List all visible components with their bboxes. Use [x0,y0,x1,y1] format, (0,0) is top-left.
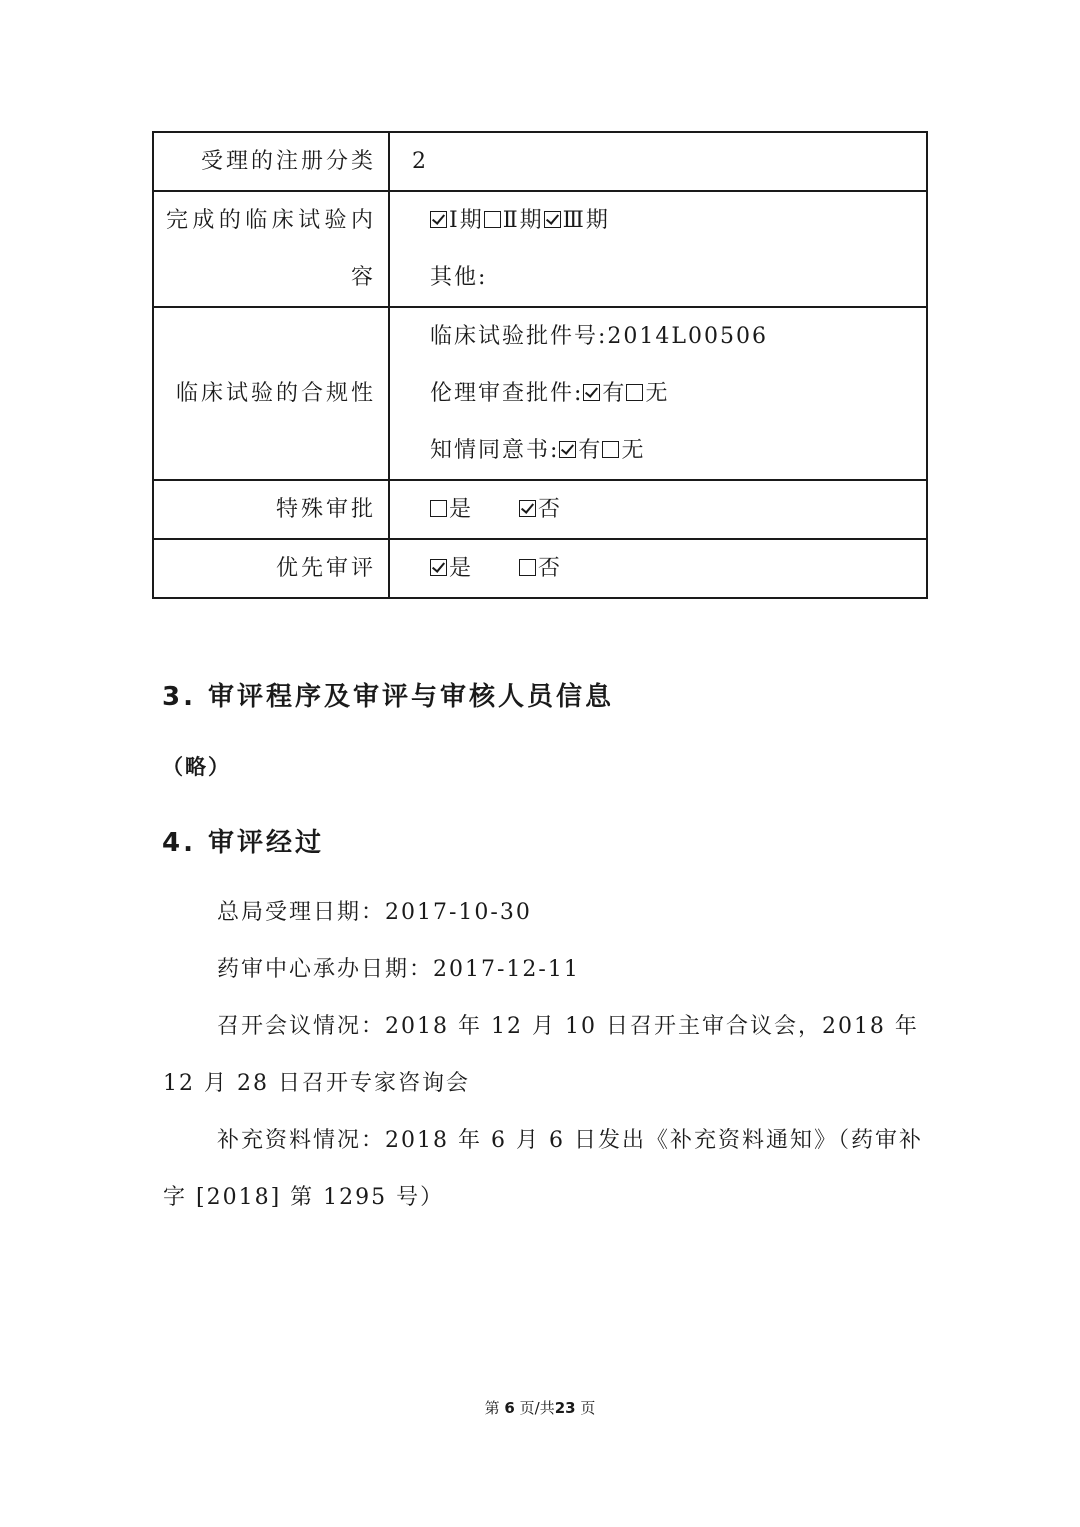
supplement-paragraph: 补充资料情况：2018 年 6 月 6 日发出《补充资料通知》（药审补字 [2018] 第 1295 号） [163,1128,923,1210]
consent-no-checkbox[interactable] [602,441,619,458]
page-footer [0,1397,1080,1418]
footer-middle: 页/共 [519,1399,555,1417]
informed-consent-label: 知情同意书: [430,438,560,463]
ethics-approval-line [430,365,926,422]
special-approval-no-checkbox[interactable] [519,500,536,517]
meeting-paragraph: 召开会议情况：2018 年 12 月 10 日召开主审合议会，2018 年 12 月 28 日召开专家咨询会 [163,1014,919,1096]
other-trials-label: 其他: [430,265,488,290]
section-3-heading: 3. 审评程序及审评与审核人员信息 [162,682,615,712]
page-number: 6 [504,1399,515,1417]
undertaking-date-paragraph: 药审中心承办日期：2017-12-11 [217,957,580,982]
phase-1-checkbox[interactable] [430,211,447,228]
phase-2-label: Ⅱ期 [502,208,544,233]
priority-review-no-label: 否 [538,556,563,581]
phase-3-checkbox[interactable] [544,211,561,228]
approval-number-value: 2014L00506 [607,324,769,349]
total-pages: 23 [554,1399,576,1417]
approval-number-line [430,308,926,365]
special-approval-yes-checkbox[interactable] [430,500,447,517]
informed-consent-line [430,422,926,479]
phase-2-checkbox[interactable] [484,211,501,228]
ethics-yes-checkbox[interactable] [583,384,600,401]
consent-yes-checkbox[interactable] [559,441,576,458]
compliance-label: 临床试验的合规性 [153,307,389,480]
consent-no-label: 无 [621,438,646,463]
table-row-priority-review [153,539,927,598]
table-row-completed-trials [153,191,927,307]
section-3-content: （略） [162,755,231,779]
table-row-compliance [153,307,927,480]
consent-yes-label: 有 [578,438,603,463]
compliance-value [389,307,927,480]
priority-review-value [389,539,927,598]
ethics-no-checkbox[interactable] [626,384,643,401]
completed-trials-value [389,191,927,307]
priority-review-label: 优先审评 [153,539,389,598]
special-approval-yes-label: 是 [449,497,474,522]
phase-3-label: Ⅲ期 [562,208,610,233]
priority-review-no-checkbox[interactable] [519,559,536,576]
table-row-reg-category [153,132,927,191]
special-approval-label: 特殊审批 [153,480,389,539]
approval-number-label: 临床试验批件号: [430,324,608,349]
priority-review-yes-checkbox[interactable] [430,559,447,576]
table-row-special-approval [153,480,927,539]
section-4-heading: 4. 审评经过 [162,828,325,858]
footer-suffix: 页 [580,1399,596,1417]
ethics-approval-label: 伦理审查批件: [430,381,584,406]
special-approval-value [389,480,927,539]
phase-1-label: Ⅰ期 [449,208,484,233]
ethics-no-label: 无 [645,381,670,406]
trial-phases-line [430,192,926,249]
acceptance-date-paragraph: 总局受理日期：2017-10-30 [217,900,532,925]
completed-trials-label: 完成的临床试验内容 [153,191,389,307]
priority-review-yes-label: 是 [449,556,474,581]
footer-prefix: 第 [484,1399,500,1417]
ethics-yes-label: 有 [602,381,627,406]
registration-info-table [152,131,928,599]
reg-category-label: 受理的注册分类 [153,132,389,191]
reg-category-value: 2 [389,132,927,191]
special-approval-no-label: 否 [538,497,563,522]
